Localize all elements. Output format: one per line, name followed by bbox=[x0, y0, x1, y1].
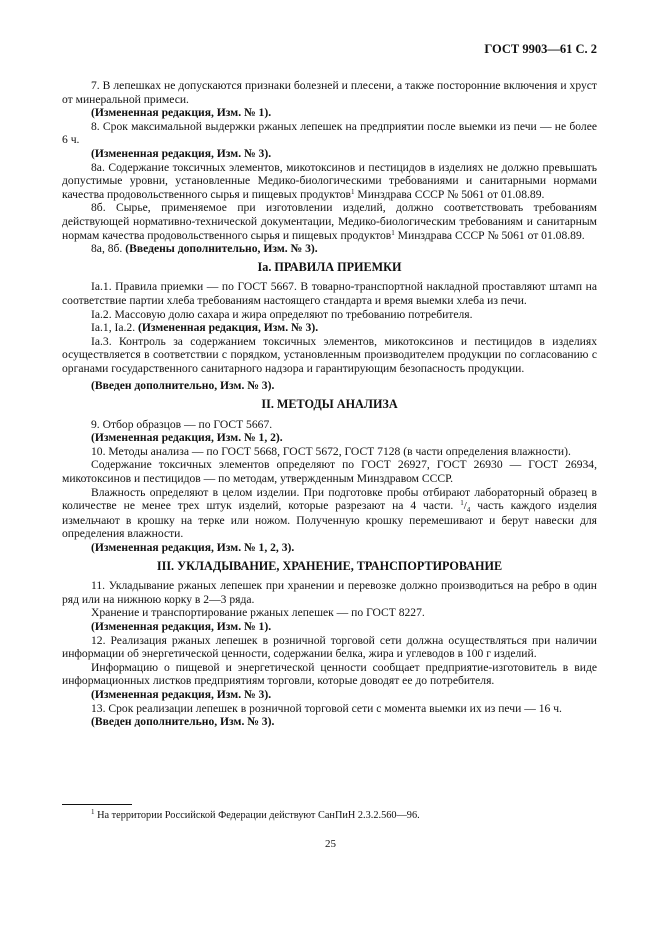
clause-11: 11. Укладывание ржаных лепешек при хранении и перевозке должно производиться на ребро в один ряд или на нижнюю корку в 2—3 ряда. bbox=[62, 579, 597, 606]
amendment-note: (Измененная редакция, Изм. № 1, 2). bbox=[91, 431, 283, 445]
clause-7: 7. В лепешках не допускаются признаки болезней и плесени, а также посторонние включения и хруст от минеральной примеси. bbox=[62, 79, 597, 106]
amendment-note: (Измененная редакция, Изм. № 3). bbox=[91, 687, 272, 701]
clause-8ab-note bbox=[62, 242, 597, 256]
amendment-note: (Введен дополнительно, Изм. № 3). bbox=[91, 715, 275, 729]
footnote bbox=[91, 810, 420, 821]
section-heading-3: III. УКЛАДЫВАНИЕ, ХРАНЕНИЕ, ТРАНСПОРТИРОВАНИЕ bbox=[156, 558, 503, 573]
section-heading-1a: Iа. ПРАВИЛА ПРИЕМКИ bbox=[257, 259, 402, 274]
footnote-text: На территории Российской Федерации действуют СанПиН 2.3.2.560—96. bbox=[94, 810, 420, 821]
footnote-divider bbox=[62, 804, 132, 805]
clause-ref: 8а, 8б. bbox=[91, 242, 126, 256]
clause-8a-text: 8а. Содержание токсичных элементов, микотоксинов и пестицидов в изделиях не должно превышать допустимые уровни, установленные Медико-биологическими требованиями и санитарными нормами качества продовольственного сырья и пищевых продуктов bbox=[62, 160, 597, 201]
clause-1a1: Iа.1. Правила приемки — по ГОСТ 5667. В товарно-транспортной накладной проставляют штамп на соответствие партии хлеба требованиям настоящего стандарта и время выемки хлеба из печи. bbox=[62, 280, 597, 307]
page-number: 25 bbox=[325, 838, 336, 850]
clause-12-info: Информацию о пищевой и энергетической ценности сообщает предприятие-изготовитель в виде информационных листков предприятиям торговли, которые доводят ее до потребителя. bbox=[62, 660, 597, 688]
amendment-note: (Измененная редакция, Изм. № 1). bbox=[91, 619, 272, 633]
clause-13: 13. Срок реализации лепешек в розничной торговой сети с момента выемки их из печи — 16 ч. bbox=[91, 701, 562, 715]
clause-8: 8. Срок максимальной выдержки ржаных лепешек на предприятии после выемки из печи — не более 6 ч. bbox=[62, 119, 597, 147]
clause-10: 10. Методы анализа — по ГОСТ 5668, ГОСТ 5672, ГОСТ 7128 (в части определения влажности). bbox=[91, 444, 571, 458]
clause-ref: Iа.1, Iа.2. bbox=[91, 321, 138, 335]
fraction-denominator: 4 bbox=[466, 506, 471, 515]
amendment-note: (Измененная редакция, Изм. № 1). bbox=[91, 106, 272, 120]
amendment-note: (Измененная редакция, Изм. № 3). bbox=[138, 321, 319, 335]
clause-1a2: Iа.2. Массовую долю сахара и жира определяют по требованию потребителя. bbox=[91, 307, 473, 321]
clause-9: 9. Отбор образцов — по ГОСТ 5667. bbox=[91, 417, 273, 431]
document-header: ГОСТ 9903—61 С. 2 bbox=[484, 42, 597, 56]
clause-8a-text-end: Минздрава СССР № 5061 от 01.08.89. bbox=[354, 187, 545, 201]
moisture-text: Влажность определяют в целом изделии. При подготовке пробы отбирают лабораторный образец в количестве не менее трех штук изделий, которые разрезают на 4 части. bbox=[62, 485, 597, 513]
clause-8a bbox=[62, 161, 597, 202]
clause-8b-text: 8б. Сырье, применяемое при изготовлении изделий, должно соответствовать требованиям действующей нормативно-технической документации, Медико-биологическим требованиям и санитарным нормам качества продовольственного сырья и пищевых продуктов bbox=[62, 201, 597, 242]
section-heading-2: II. МЕТОДЫ АНАЛИЗА bbox=[261, 397, 398, 412]
fraction-numerator: 1 bbox=[460, 499, 464, 508]
amendment-note: (Введены дополнительно, Изм. № 3). bbox=[125, 242, 318, 256]
clause-11-storage: Хранение и транспортирование ржаных лепешек — по ГОСТ 8227. bbox=[91, 606, 425, 620]
amendment-note: (Измененная редакция, Изм. № 1, 2, 3). bbox=[91, 541, 295, 554]
footnote-ref: 1 bbox=[351, 187, 355, 196]
clause-1a3: Iа.3. Контроль за содержанием токсичных элементов, микотоксинов и пестицидов в изделиях осуществляется в соответствии с порядком, установленным производителем продукции по согласованию с органами государственного санитарного надзора и гарантирующим безопасность продукции. bbox=[62, 334, 597, 375]
amendment-note: (Измененная редакция, Изм. № 3). bbox=[91, 146, 272, 160]
page-body bbox=[62, 79, 597, 729]
clause-10-toxic: Содержание токсичных элементов определяют по ГОСТ 26927, ГОСТ 26930 — ГОСТ 26934, микотоксинов и пестицидов — по методам, утвержденным Минздравом СССР. bbox=[62, 458, 597, 486]
moisture-text-end: часть каждого изделия измельчают в крошку на терке или ножом. Полученную крошку перемешивают и берут навески для определения влажности. bbox=[62, 499, 597, 541]
clause-12: 12. Реализация ржаных лепешек в розничной торговой сети должна осуществляться при наличии информации об энергетической ценности, содержании белка, жира и углеводов в 100 г изделий. bbox=[62, 633, 597, 661]
footnote-mark: 1 bbox=[91, 808, 95, 816]
fraction-one-quarter: $^1/_4$ bbox=[460, 499, 471, 515]
clause-8b bbox=[62, 201, 597, 242]
footnote-ref: 1 bbox=[391, 228, 395, 237]
clause-1a12-note bbox=[62, 321, 597, 335]
clause-8b-text-end: Минздрава СССР № 5061 от 01.08.89. bbox=[394, 228, 585, 242]
clause-10-moisture bbox=[62, 486, 597, 541]
amendment-note: (Введен дополнительно, Изм. № 3). bbox=[91, 379, 275, 393]
